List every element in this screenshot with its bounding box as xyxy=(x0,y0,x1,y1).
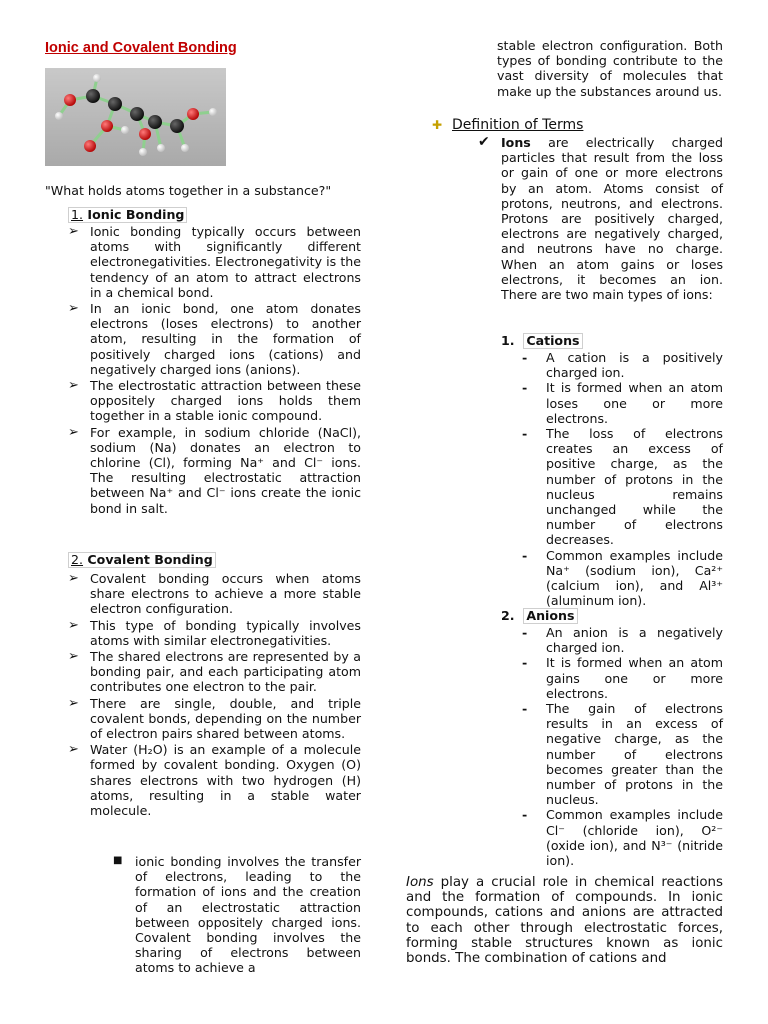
list-item: ➢ In an ionic bond, one atom donates electrons (loses electrons) to another atom, resulting in the formation of positively charged ions (cations) and negatively charged ions (anions). xyxy=(68,301,361,377)
list-item: ➢ Ionic bonding typically occurs between atoms with significantly different electronegativities. Electronegativity is the tendency of an atom to attract electrons in a chemical bond. xyxy=(68,224,361,300)
section-title: Cations xyxy=(523,333,582,349)
section-number: 2. xyxy=(501,608,515,623)
closing-term: Ions xyxy=(406,875,434,890)
section-heading-ionic xyxy=(68,207,187,223)
continued-paragraph: stable electron configuration. Both types of bonding contribute to the vast diversity of molecules that make up the substances around us. xyxy=(497,38,723,99)
list-item: - A cation is a positively charged ion. xyxy=(522,350,723,381)
list-item: - An anion is a negatively charged ion. xyxy=(522,625,723,656)
list-item: ➢ Water (H₂O) is an example of a molecule formed by covalent bonding. Oxygen (O) shares electrons with two hydrogen (H) atoms, resulting in a stable water molecule. xyxy=(68,742,361,819)
list-item: ➢ The electrostatic attraction between these oppositely charged ions holds them together in a stable ionic compound. xyxy=(68,378,361,424)
square-bullet-icon: ■ xyxy=(113,855,123,866)
arrow-bullet-icon: ➢ xyxy=(68,742,79,758)
list-item: ➢ There are single, double, and triple covalent bonds, depending on the number of electron pairs shared between atoms. xyxy=(68,695,361,742)
covalent-sub-list xyxy=(113,854,361,976)
list-item: - Common examples include Cl⁻ (chloride ion), O²⁻ (oxide ion), and N³⁻ (nitride ion). xyxy=(522,807,723,869)
checkmark-icon: ✔ xyxy=(478,134,490,150)
arrow-bullet-icon: ➢ xyxy=(68,649,79,665)
ions-description: are electrically charged particles that result from the loss or gain of one or more electrons by an atom. Atoms consist of protons, neutrons, and electrons. Protons are positively charged, electrons are negatively charged, and neutrons have no charge. When an atom gains or loses electrons, it becomes an ion. There are two main types of ions: xyxy=(501,135,723,303)
definition-title: Definition of Terms xyxy=(452,117,584,133)
section-number: 1. xyxy=(501,333,515,348)
anions-heading xyxy=(501,608,578,624)
list-item: - The loss of electrons creates an excess of positive charge, as the number of protons in the nucleus remains unchanged while the number of electrons decreases. xyxy=(522,426,723,548)
dash-bullet-icon: - xyxy=(522,625,528,640)
ionic-bullet-list xyxy=(68,224,361,517)
anions-list xyxy=(522,625,723,868)
list-item: ➢ The shared electrons are represented by a bonding pair, and each participating atom contributes one electron to the pair. xyxy=(68,649,361,695)
ions-term: Ions xyxy=(501,135,531,150)
list-item: ➢ For example, in sodium chloride (NaCl), sodium (Na) donates an electron to chlorine (Cl), forming Na⁺ and Cl⁻ ions. The resulting electrostatic attraction between Na⁺ and Cl⁻ ions create the ionic bond in salt. xyxy=(68,424,361,516)
arrow-bullet-icon: ➢ xyxy=(68,378,79,394)
list-item: ➢ This type of bonding typically involves atoms with similar electronegativities. xyxy=(68,617,361,648)
arrow-bullet-icon: ➢ xyxy=(68,571,79,586)
section-heading-covalent xyxy=(68,552,216,568)
list-item: - The gain of electrons results in an excess of negative charge, as the number of electrons becomes greater than the number of protons in the nucleus. xyxy=(522,701,723,808)
closing-paragraph xyxy=(406,875,723,966)
section-title: Covalent Bonding xyxy=(87,552,213,567)
list-item: - It is formed when an atom gains one or more electrons. xyxy=(522,655,723,701)
dash-bullet-icon: - xyxy=(522,426,528,442)
list-item: - It is formed when an atom loses one or more electrons. xyxy=(522,380,723,426)
section-number: 2. xyxy=(71,552,84,567)
covalent-bullet-list xyxy=(68,571,361,819)
arrow-bullet-icon: ➢ xyxy=(68,224,79,239)
definition-heading xyxy=(432,117,583,133)
section-title: Anions xyxy=(523,608,577,624)
document-title: Ionic and Covalent Bonding xyxy=(45,40,237,56)
dash-bullet-icon: - xyxy=(522,350,528,365)
arrow-bullet-icon: ➢ xyxy=(68,424,79,440)
dash-bullet-icon: - xyxy=(522,655,528,671)
ions-definition xyxy=(478,135,723,302)
dash-bullet-icon: - xyxy=(522,807,528,823)
section-number: 1. xyxy=(71,207,84,222)
cations-list xyxy=(522,350,723,608)
closing-text: play a crucial role in chemical reactions and the formation of compounds. In ionic compounds, cations and anions are attracted to each other through electrostatic forces, forming stable structures known as ionic bonds. The combination of cations and xyxy=(406,875,723,967)
cations-heading xyxy=(501,333,583,349)
dash-bullet-icon: - xyxy=(522,547,528,563)
arrow-bullet-icon: ➢ xyxy=(68,617,79,633)
guiding-question: "What holds atoms together in a substance?" xyxy=(45,183,332,198)
dash-bullet-icon: - xyxy=(522,380,528,396)
arrow-bullet-icon: ➢ xyxy=(68,301,79,317)
molecule-model-image xyxy=(45,68,226,166)
list-item: ➢ Covalent bonding occurs when atoms share electrons to achieve a more stable electron configuration. xyxy=(68,571,361,617)
section-title: Ionic Bonding xyxy=(87,207,185,222)
dash-bullet-icon: - xyxy=(522,701,528,717)
list-item: - Common examples include Na⁺ (sodium ion), Ca²⁺ (calcium ion), and Al³⁺ (aluminum ion). xyxy=(522,547,723,609)
arrow-bullet-icon: ➢ xyxy=(68,695,79,711)
star-bullet-icon: ✚ xyxy=(432,118,443,132)
list-item: ■ ionic bonding involves the transfer of electrons, leading to the formation of ions and the creation of an electrostatic attraction between oppositely charged ions. Covalent bonding involves the sharing of electrons between atoms to achieve a xyxy=(113,854,361,976)
